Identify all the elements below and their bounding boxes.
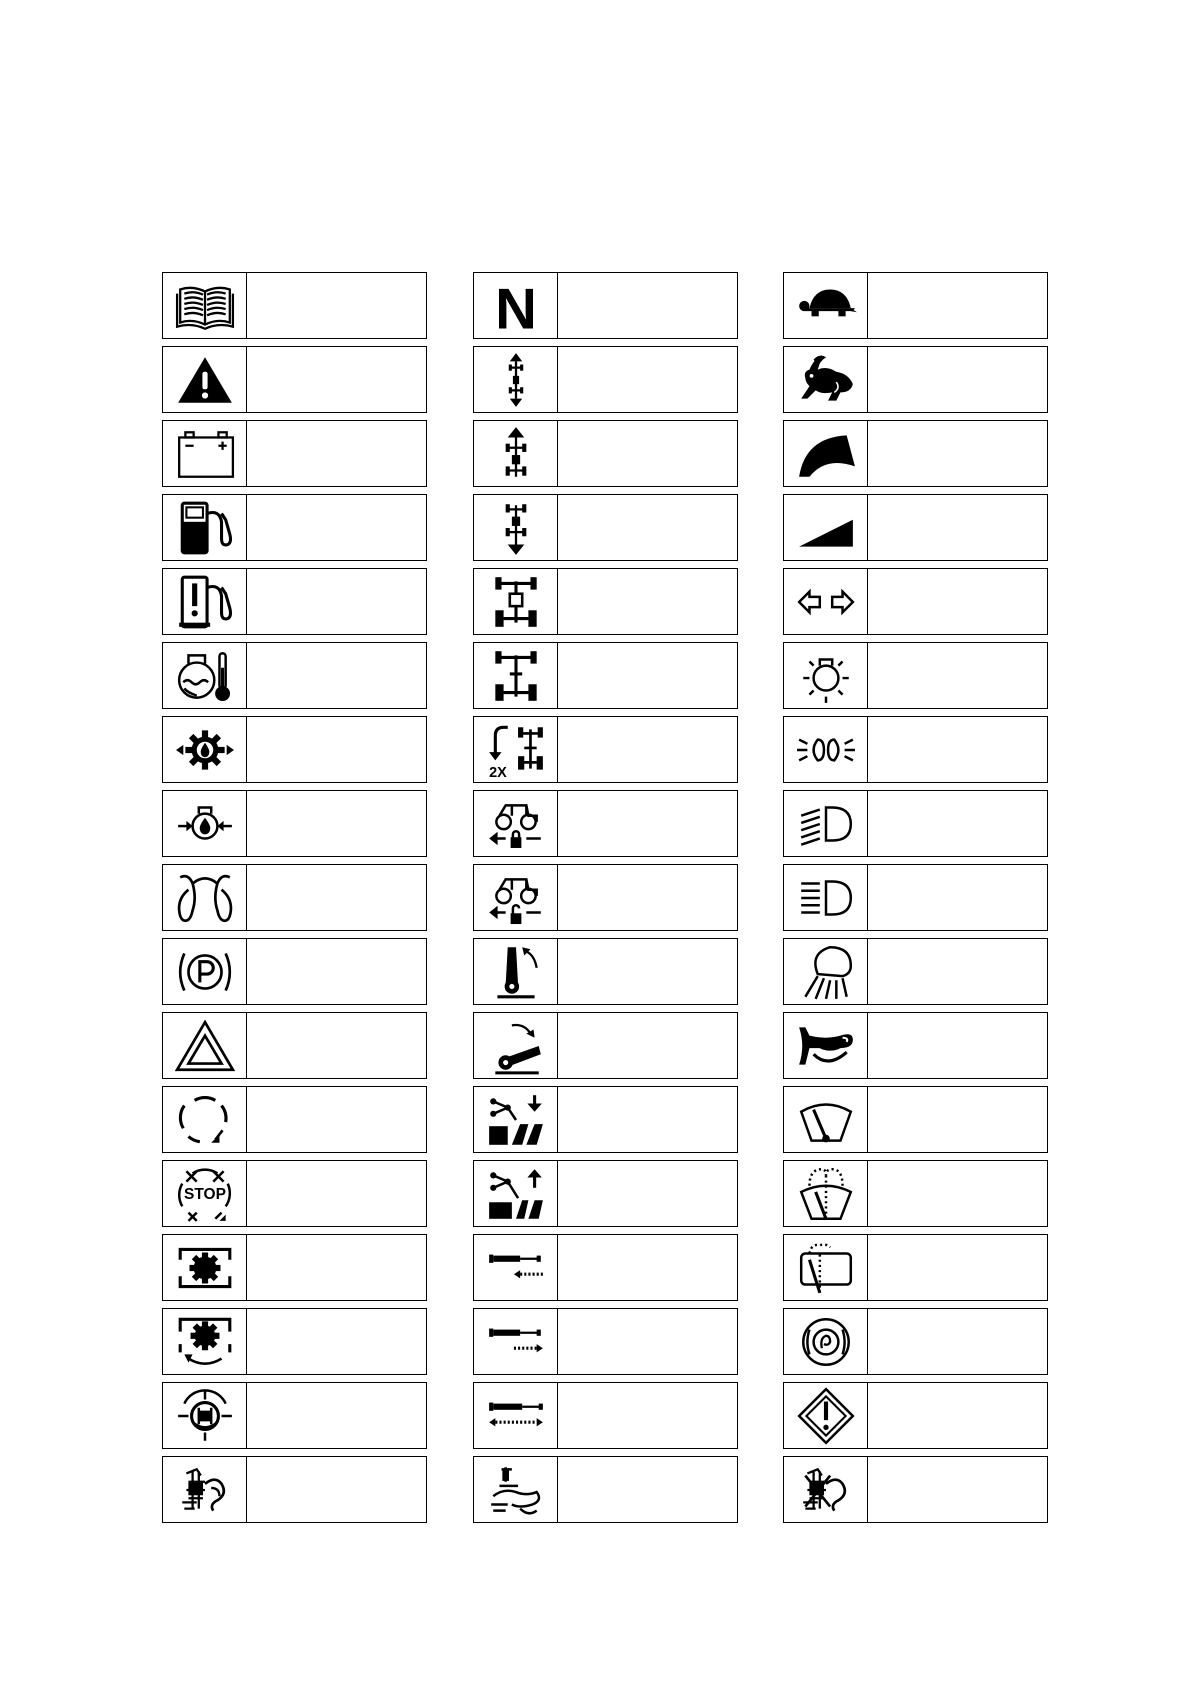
- differential-lock-icon: [474, 791, 558, 856]
- symbol-description: [558, 569, 737, 634]
- symbol-row: [473, 1086, 738, 1153]
- symbol-row: [162, 642, 427, 709]
- symbol-row: [473, 1012, 738, 1079]
- symbol-description: [247, 273, 426, 338]
- symbol-row: [162, 938, 427, 1005]
- symbol-row: [783, 1382, 1048, 1449]
- glow-plug-icon: [163, 865, 247, 930]
- valve-crossed-icon: [784, 1457, 868, 1522]
- hazard-warning-icon: [163, 1013, 247, 1078]
- symbol-row: [162, 494, 427, 561]
- symbol-row: [783, 1086, 1048, 1153]
- symbol-row: [162, 1086, 427, 1153]
- symbol-description: [868, 1161, 1047, 1226]
- turtle-slow-icon: [784, 273, 868, 338]
- symbol-description: [558, 1383, 737, 1448]
- symbol-description: [247, 1309, 426, 1374]
- symbol-description: [247, 569, 426, 634]
- work-lamp-icon: [784, 643, 868, 708]
- warning-triangle-icon: [163, 347, 247, 412]
- symbol-row: [783, 1160, 1048, 1227]
- symbol-row: [783, 938, 1048, 1005]
- symbol-row: [162, 1456, 427, 1523]
- symbol-row: [162, 1234, 427, 1301]
- symbol-row: [162, 1160, 427, 1227]
- hitch-raising-icon: [474, 1161, 558, 1226]
- pto-gear-icon: [163, 1235, 247, 1300]
- symbol-description: [558, 1013, 737, 1078]
- symbol-description: [247, 939, 426, 1004]
- symbol-description: [868, 273, 1047, 338]
- symbol-row: [162, 790, 427, 857]
- symbol-row: [473, 346, 738, 413]
- symbol-description: [558, 939, 737, 1004]
- symbol-description: [558, 717, 737, 782]
- symbol-description: [247, 347, 426, 412]
- symbol-description: [868, 1087, 1047, 1152]
- neutral-icon: [474, 273, 558, 338]
- symbol-row: [783, 716, 1048, 783]
- symbol-row: [473, 864, 738, 931]
- symbol-row: [783, 790, 1048, 857]
- flood-light-icon: [784, 939, 868, 1004]
- symbol-row: [473, 642, 738, 709]
- symbol-row: [783, 272, 1048, 339]
- symbol-description: [558, 1309, 737, 1374]
- symbol-row: [162, 272, 427, 339]
- symbol-description: [247, 865, 426, 930]
- symbol-description: [247, 791, 426, 856]
- symbol-description: [247, 421, 426, 486]
- cylinder-extend-icon: [474, 1309, 558, 1374]
- symbol-description: [868, 421, 1047, 486]
- symbol-description: [868, 865, 1047, 930]
- throttle-curve-icon: [784, 421, 868, 486]
- symbol-row: [473, 1308, 738, 1375]
- symbol-description: [247, 1457, 426, 1522]
- symbol-row: [162, 1308, 427, 1375]
- symbol-row: [473, 494, 738, 561]
- symbol-description: [868, 1309, 1047, 1374]
- cylinder-double-acting-icon: [474, 1383, 558, 1448]
- symbol-row: [473, 1234, 738, 1301]
- symbol-description: [247, 1087, 426, 1152]
- pto-rotation-icon: [163, 1087, 247, 1152]
- symbol-row: [162, 1012, 427, 1079]
- symbol-description: [558, 1457, 737, 1522]
- symbol-description: [558, 865, 737, 930]
- symbol-row: [783, 494, 1048, 561]
- symbol-row: [162, 420, 427, 487]
- fuel-pump-icon: [163, 495, 247, 560]
- hydraulic-lever-icon: [474, 1457, 558, 1522]
- engine-oil-pressure-icon: [163, 791, 247, 856]
- symbol-row: [783, 642, 1048, 709]
- windshield-washer-icon: [784, 1161, 868, 1226]
- hitch-lowering-icon: [474, 1087, 558, 1152]
- symbol-row: [473, 1382, 738, 1449]
- symbol-row: [473, 420, 738, 487]
- symbol-description: [247, 1013, 426, 1078]
- symbol-row: [162, 1382, 427, 1449]
- symbol-description: [247, 1161, 426, 1226]
- two-wheel-drive-icon: [474, 643, 558, 708]
- high-beam-icon: [784, 865, 868, 930]
- symbol-row: [783, 1308, 1048, 1375]
- shuttle-forward-reverse-icon: [474, 347, 558, 412]
- symbol-description: [868, 643, 1047, 708]
- battery-icon: [163, 421, 247, 486]
- differential-unlock-icon: [474, 865, 558, 930]
- cylinder-retract-icon: [474, 1235, 558, 1300]
- symbol-description: [868, 569, 1047, 634]
- symbol-row: [473, 938, 738, 1005]
- symbol-description: [558, 1235, 737, 1300]
- double-traction-label: 2X: [488, 764, 507, 779]
- pto-gear-rotation-icon: [163, 1309, 247, 1374]
- operator-manual-icon: [163, 273, 247, 338]
- symbol-row: [473, 1160, 738, 1227]
- symbol-description: [558, 421, 737, 486]
- symbol-row: [783, 568, 1048, 635]
- symbol-row: [783, 346, 1048, 413]
- symbol-row: [473, 1456, 738, 1523]
- symbol-description: [247, 1235, 426, 1300]
- shuttle-reverse-icon: [474, 495, 558, 560]
- symbol-description: [558, 643, 737, 708]
- symbol-description: [868, 791, 1047, 856]
- symbol-row: [783, 1012, 1048, 1079]
- symbol-row: [783, 1234, 1048, 1301]
- symbol-row: [473, 790, 738, 857]
- rear-wiper-washer-icon: [784, 1235, 868, 1300]
- symbol-row: [162, 346, 427, 413]
- low-fuel-warning-icon: [163, 569, 247, 634]
- symbol-description: [868, 1235, 1047, 1300]
- turn-signal-icon: [784, 569, 868, 634]
- horn-icon: [784, 1013, 868, 1078]
- symbol-row: [783, 1456, 1048, 1523]
- symbol-description: [247, 1383, 426, 1448]
- symbol-description: [247, 495, 426, 560]
- symbol-description: [558, 273, 737, 338]
- symbol-description: [247, 643, 426, 708]
- neutral-letter: N: [494, 277, 537, 335]
- symbol-description: [868, 347, 1047, 412]
- pto-stop-icon: [163, 1161, 247, 1226]
- diamond-warning-icon: [784, 1383, 868, 1448]
- hitch-lower-lever-icon: [474, 1013, 558, 1078]
- symbol-description: [868, 717, 1047, 782]
- symbol-description: [558, 791, 737, 856]
- loader-valve-icon: [163, 1457, 247, 1522]
- symbol-description: [868, 1457, 1047, 1522]
- symbol-row: [783, 864, 1048, 931]
- symbol-description: [868, 495, 1047, 560]
- double-traction-icon: [474, 717, 558, 782]
- transmission-oil-pressure-icon: [163, 717, 247, 782]
- four-wheel-drive-icon: [474, 569, 558, 634]
- shuttle-forward-icon: [474, 421, 558, 486]
- svg-text:STOP: STOP: [183, 1185, 226, 1203]
- symbol-row: [473, 272, 738, 339]
- hitch-raise-lever-icon: [474, 939, 558, 1004]
- windshield-wiper-icon: [784, 1087, 868, 1152]
- symbol-description: [558, 495, 737, 560]
- side-lights-icon: [784, 717, 868, 782]
- symbol-description: [558, 1161, 737, 1226]
- symbol-description: [247, 717, 426, 782]
- symbol-description: [558, 347, 737, 412]
- symbol-description: [868, 1383, 1047, 1448]
- symbol-row: [783, 420, 1048, 487]
- low-beam-icon: [784, 791, 868, 856]
- symbol-description: [558, 1087, 737, 1152]
- throttle-ramp-icon: [784, 495, 868, 560]
- symbol-row: [473, 716, 738, 783]
- symbol-row: [162, 716, 427, 783]
- parking-brake-icon: [163, 939, 247, 1004]
- brake-fault-icon: [784, 1309, 868, 1374]
- symbol-row: [162, 568, 427, 635]
- rabbit-fast-icon: [784, 347, 868, 412]
- symbol-row: [473, 568, 738, 635]
- symbol-description: [868, 939, 1047, 1004]
- symbol-description: [868, 1013, 1047, 1078]
- pto-engaged-icon: [163, 1383, 247, 1448]
- symbol-row: [162, 864, 427, 931]
- coolant-temperature-icon: [163, 643, 247, 708]
